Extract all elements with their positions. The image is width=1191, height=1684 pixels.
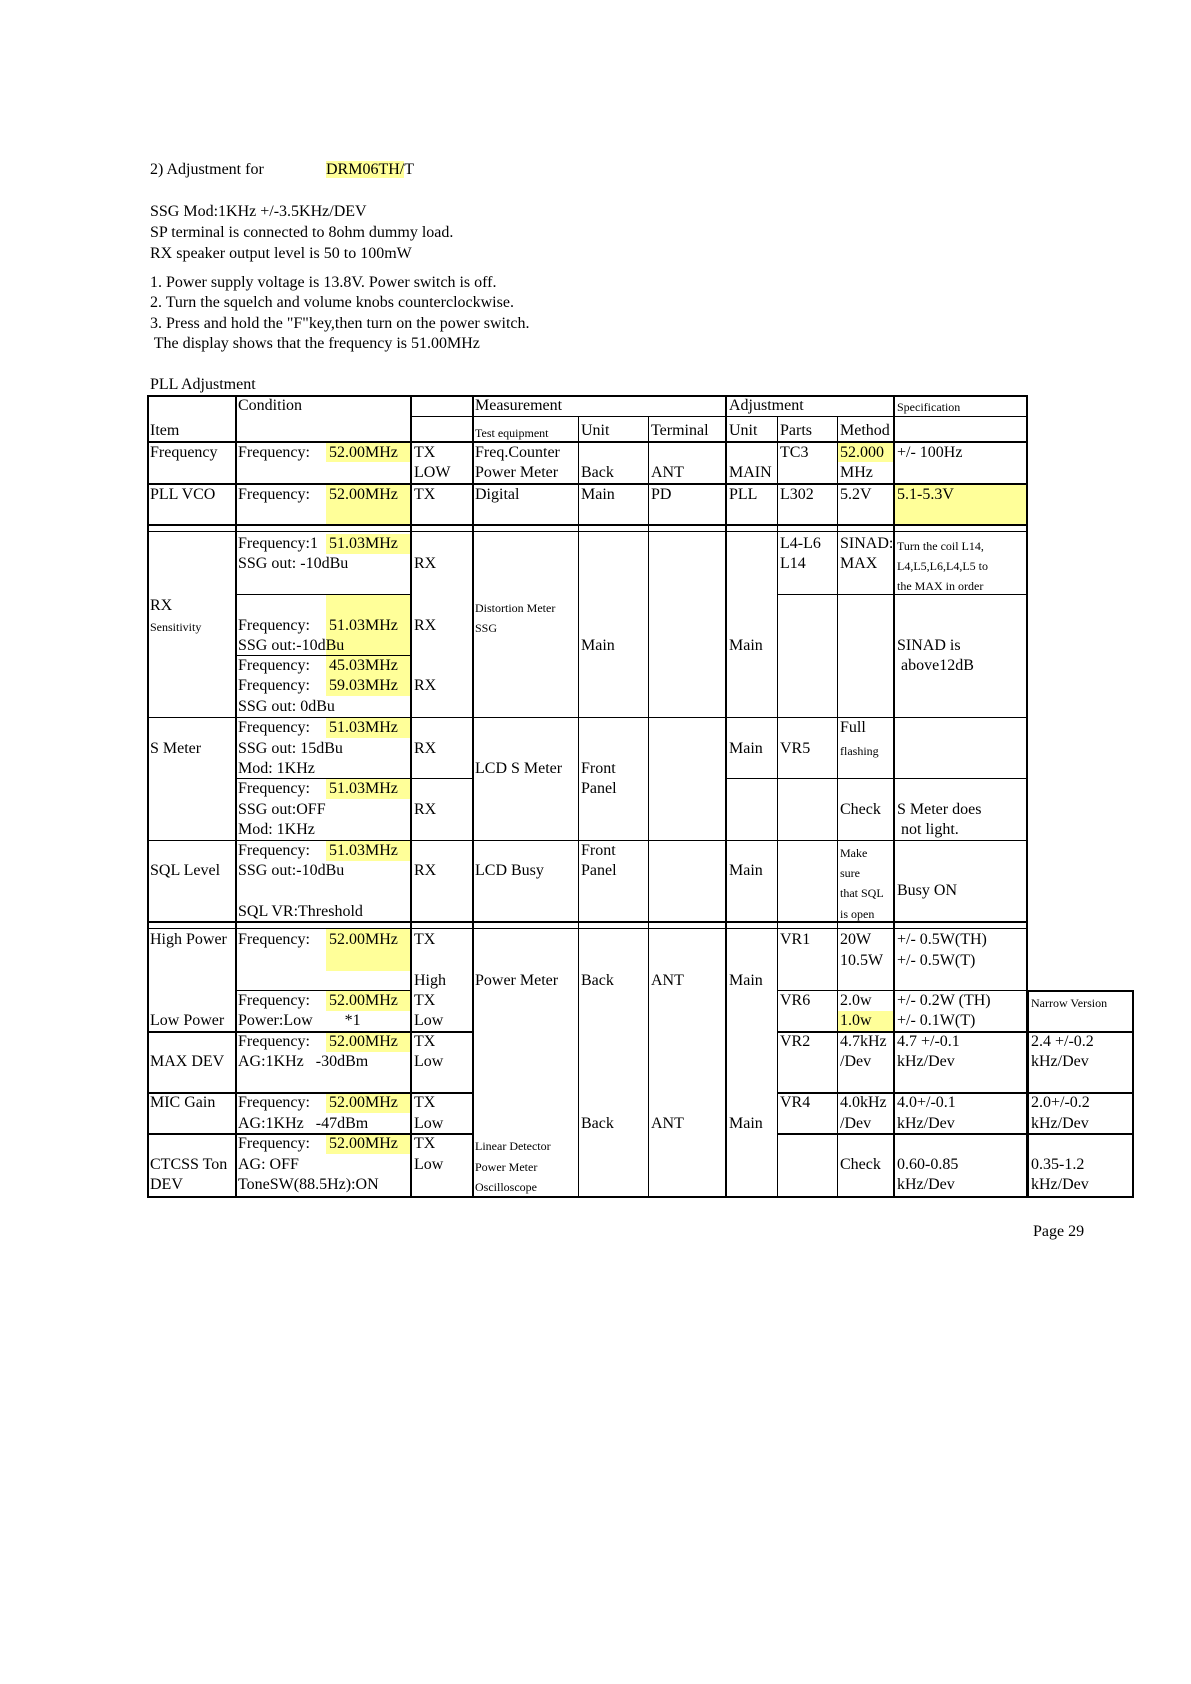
ctcss-equip-1: Linear Detector [475,1139,551,1153]
frequency-method-1: 52.000 [840,444,884,461]
smeter-method-b: Check [840,801,881,818]
smeter-method-1: Full [840,719,866,736]
sql-c-label: Frequency: [238,842,310,859]
micgain-narrow-2: kHz/Dev [1031,1115,1089,1132]
micgain-c-line2: AG:1KHz -47dBm [238,1115,369,1132]
hipower-unit: Back [581,972,614,989]
smeter-adj-unit: Main [729,740,763,757]
smeter-c1-line2: SSG out: 15dBu [238,740,343,757]
rule [837,417,838,1197]
smeter-c1-mode: RX [414,740,437,757]
hipower-spec-2: +/- 0.5W(T) [897,952,976,969]
hipower-method-2: 10.5W [840,952,884,969]
note-2: SP terminal is connected to 8ohm dummy load. [150,224,454,241]
micgain-spec-2: kHz/Dev [897,1115,955,1132]
rx-spec-a1: Turn the coil L14, [897,539,984,553]
smeter-c2-line3: Mod: 1KHz [238,821,315,838]
rule [893,396,895,1197]
lopower-c-label: Frequency: [238,992,310,1009]
ctcss-c-line3: ToneSW(88.5Hz):ON [238,1176,379,1193]
smeter-equip: LCD S Meter [475,760,563,777]
maxdev-spec-2: kHz/Dev [897,1053,955,1070]
sql-method-4: is open [840,907,875,921]
smeter-spec-b1: S Meter does [897,801,982,818]
header-condition: Condition [238,397,303,414]
rule [578,417,579,1197]
frequency-adj-unit: MAIN [729,464,772,481]
hipower-mode-1: TX [414,931,436,948]
rx-c2-value: 51.03MHz [329,617,398,634]
section-title: PLL Adjustment [150,376,256,393]
step-3: 3. Press and hold the "F"key,then turn on the power switch. [150,315,530,332]
rule [410,396,412,1197]
ctcss-spec-2: kHz/Dev [897,1176,955,1193]
sql-c-line2: SSG out:-10dBu [238,862,345,879]
heading-prefix: 2) Adjustment for [150,161,264,178]
maxdev-narrow-2: kHz/Dev [1031,1053,1089,1070]
maxdev-method-1: 4.7kHz [840,1033,887,1050]
hipower-item: High Power [150,931,227,948]
sql-method-3: that SQL [840,886,884,900]
rx-c1-mode: RX [414,555,437,572]
lopower-mode-1: TX [414,992,436,1009]
smeter-c1-label: Frequency: [238,719,310,736]
ctcss-item-1: CTCSS Ton [150,1156,228,1173]
pll-adj-unit: PLL [729,486,758,503]
ctcss-item-2: DEV [150,1176,183,1193]
frequency-unit: Back [581,464,614,481]
micgain-narrow-1: 2.0+/-0.2 [1031,1094,1090,1111]
rx-c3-line3: SSG out: 0dBu [238,698,335,715]
frequency-item: Frequency [150,444,218,461]
rx-method-2: MAX [840,555,878,572]
pll-spec: 5.1-5.3V [897,486,954,503]
maxdev-c-label: Frequency: [238,1033,310,1050]
ctcss-mode-2: Low [414,1156,444,1173]
rx-c1-label: Frequency:1 [238,535,318,552]
heading-model-highlight: DRM06TH/ [326,161,405,178]
smeter-parts: VR5 [780,740,811,757]
sql-method-2: sure [840,866,860,880]
rule [472,396,474,1197]
rx-parts-2: L14 [780,555,806,572]
rx-c2-line2: SSG out:-10dBu [238,637,345,654]
lopower-parts: VR6 [780,992,811,1009]
pll-cond-label: Frequency: [238,486,310,503]
frequency-equip-2: Power Meter [475,464,559,481]
header-method: Method [840,422,890,439]
rx-unit: Main [581,637,615,654]
sql-spec: Busy ON [897,882,958,899]
ctcss-equip-3: Oscilloscope [475,1180,537,1194]
header-parts: Parts [780,422,812,439]
pll-method: 5.2V [840,486,872,503]
rx-adj-unit: Main [729,637,763,654]
rx-spec-b2: above12dB [897,657,974,674]
rx-c1-line2: SSG out: -10dBu [238,555,349,572]
sql-mode: RX [414,862,437,879]
step-1: 1. Power supply voltage is 13.8V. Power switch is off. [150,274,497,291]
smeter-c2-value: 51.03MHz [329,780,398,797]
frequency-method-2: MHz [840,464,873,481]
rule [235,396,237,1197]
heading-model-suffix: T [404,161,415,178]
ctcss-method: Check [840,1156,881,1173]
rx-equip-1: Distortion Meter [475,601,556,615]
maxdev-c-line2: AG:1KHz -30dBm [238,1053,369,1070]
hipower-adj-unit: Main [729,972,763,989]
smeter-c2-line2: SSG out:OFF [238,801,326,818]
header-measurement: Measurement [475,397,563,414]
rx-c3-value: 45.03MHz [329,657,398,674]
micgain-mode-1: TX [414,1094,436,1111]
rx-spec-a2: L4,L5,L6,L4,L5 to [897,559,988,573]
hipower-c-label: Frequency: [238,931,310,948]
rx-method-1: SINAD: [840,535,894,552]
narrow-version-label: Narrow Version [1031,996,1108,1010]
pll-equip: Digital [475,486,520,503]
pll-item: PLL VCO [150,486,216,503]
sql-unit-2: Panel [581,862,617,879]
sql-unit-1: Front [581,842,616,859]
rx-c3-value2: 59.03MHz [329,677,398,694]
smeter-unit-2: Panel [581,780,617,797]
micgain-c-label: Frequency: [238,1094,310,1111]
ctcss-mode-1: TX [414,1135,436,1152]
rule [148,524,1027,526]
rx-parts-1: L4-L6 [780,535,821,552]
ctcss-spec-1: 0.60-0.85 [897,1156,959,1173]
step-2: 2. Turn the squelch and volume knobs counterclockwise. [150,294,514,311]
frequency-mode-1: TX [414,444,436,461]
micgain-spec-1: 4.0+/-0.1 [897,1094,956,1111]
pll-unit: Main [581,486,615,503]
hipower-method-1: 20W [840,931,872,948]
frequency-spec: +/- 100Hz [897,444,963,461]
lopower-spec-1: +/- 0.2W (TH) [897,992,991,1009]
rx-c3-mode: RX [414,677,437,694]
lopower-c-value: 52.00MHz [329,992,398,1009]
frequency-terminal: ANT [651,464,684,481]
header-specification: Specification [897,400,961,414]
header-item: Item [150,422,180,439]
note-3: RX speaker output level is 50 to 100mW [150,245,412,262]
note-1: SSG Mod:1KHz +/-3.5KHz/DEV [150,203,367,220]
rx-spec-b1: SINAD is [897,637,961,654]
pll-terminal: PD [651,486,672,503]
smeter-method-2: flashing [840,744,879,758]
micgain-parts: VR4 [780,1094,811,1111]
smeter-c1-line3: Mod: 1KHz [238,760,315,777]
sql-equip: LCD Busy [475,862,544,879]
rule [148,928,1027,929]
maxdev-mode-2: Low [414,1053,444,1070]
rx-c2-mode: RX [414,617,437,634]
header-unit: Unit [581,422,610,439]
micgain-mode-2: Low [414,1115,444,1132]
frequency-equip-1: Freq.Counter [475,444,560,461]
micgain-unit: Back [581,1115,614,1132]
smeter-c2-label: Frequency: [238,780,310,797]
step-4: The display shows that the frequency is 51.00MHz [150,335,480,352]
header-test-equipment: Test equipment [475,426,549,440]
micgain-terminal: ANT [651,1115,684,1132]
page-number: Page 29 [1033,1223,1085,1240]
maxdev-c-value: 52.00MHz [329,1033,398,1050]
hipower-mode-2: High [414,972,446,989]
rx-item-2: Sensitivity [150,620,202,634]
heading-model [326,160,414,180]
smeter-unit-1: Front [581,760,616,777]
maxdev-spec-1: 4.7 +/-0.1 [897,1033,960,1050]
sql-item: SQL Level [150,862,221,879]
maxdev-mode-1: TX [414,1033,436,1050]
sql-c-value: 51.03MHz [329,842,398,859]
rule [777,417,778,1197]
hipower-equip: Power Meter [475,972,559,989]
lopower-mode-2: Low [414,1012,444,1029]
rule [236,594,410,595]
maxdev-narrow-1: 2.4 +/-0.2 [1031,1033,1094,1050]
rx-c3-label2: Frequency: [238,677,310,694]
ctcss-equip-2: Power Meter [475,1160,538,1174]
rx-c2-label: Frequency: [238,617,310,634]
ctcss-narrow-2: kHz/Dev [1031,1176,1089,1193]
ctcss-narrow-1: 0.35-1.2 [1031,1156,1085,1173]
ctcss-c-value: 52.00MHz [329,1135,398,1152]
sql-method-1: Make [840,846,868,860]
rx-c3-label: Frequency: [238,657,310,674]
rule [726,778,1027,779]
sql-adj-unit: Main [729,862,763,879]
frequency-cond-value: 52.00MHz [329,444,398,461]
lopower-c-line2: Power:Low *1 [238,1012,361,1029]
smeter-spec-b2: not light. [897,821,959,838]
lopower-spec-2: +/- 0.1W(T) [897,1012,976,1029]
maxdev-method-2: /Dev [840,1053,872,1070]
smeter-c2-mode: RX [414,801,437,818]
rx-c1-value: 51.03MHz [329,535,398,552]
header-adj-unit: Unit [729,422,758,439]
smeter-item: S Meter [150,740,202,757]
hipower-terminal: ANT [651,972,684,989]
sql-c-line4: SQL VR:Threshold [238,903,363,920]
rx-spec-a3: the MAX in order [897,579,984,593]
ctcss-c-line2: AG: OFF [238,1156,299,1173]
hipower-spec-1: +/- 0.5W(TH) [897,931,987,948]
hipower-parts: VR1 [780,931,811,948]
micgain-method-2: /Dev [840,1115,872,1132]
micgain-item: MIC Gain [150,1094,216,1111]
micgain-c-value: 52.00MHz [329,1094,398,1111]
smeter-c1-value: 51.03MHz [329,719,398,736]
hipower-c-value: 52.00MHz [329,931,398,948]
rx-item-1: RX [150,597,173,614]
frequency-parts: TC3 [780,444,809,461]
rule [725,396,727,1197]
header-adjustment: Adjustment [729,397,804,414]
pll-mode: TX [414,486,436,503]
maxdev-parts: VR2 [780,1033,811,1050]
pll-cond-value: 52.00MHz [329,486,398,503]
rx-equip-2: SSG [475,621,498,635]
pll-parts: L302 [780,486,814,503]
ctcss-c-label: Frequency: [238,1135,310,1152]
maxdev-item: MAX DEV [150,1053,225,1070]
lopower-item: Low Power [150,1012,225,1029]
rule [648,417,649,1197]
header-terminal: Terminal [651,422,709,439]
rule [148,531,1027,532]
lopower-method-1: 2.0w [840,992,872,1009]
micgain-method-1: 4.0kHz [840,1094,887,1111]
lopower-method-2: 1.0w [840,1012,872,1029]
micgain-adj-unit: Main [729,1115,763,1132]
frequency-cond-label: Frequency: [238,444,310,461]
frequency-mode-2: LOW [414,464,451,481]
